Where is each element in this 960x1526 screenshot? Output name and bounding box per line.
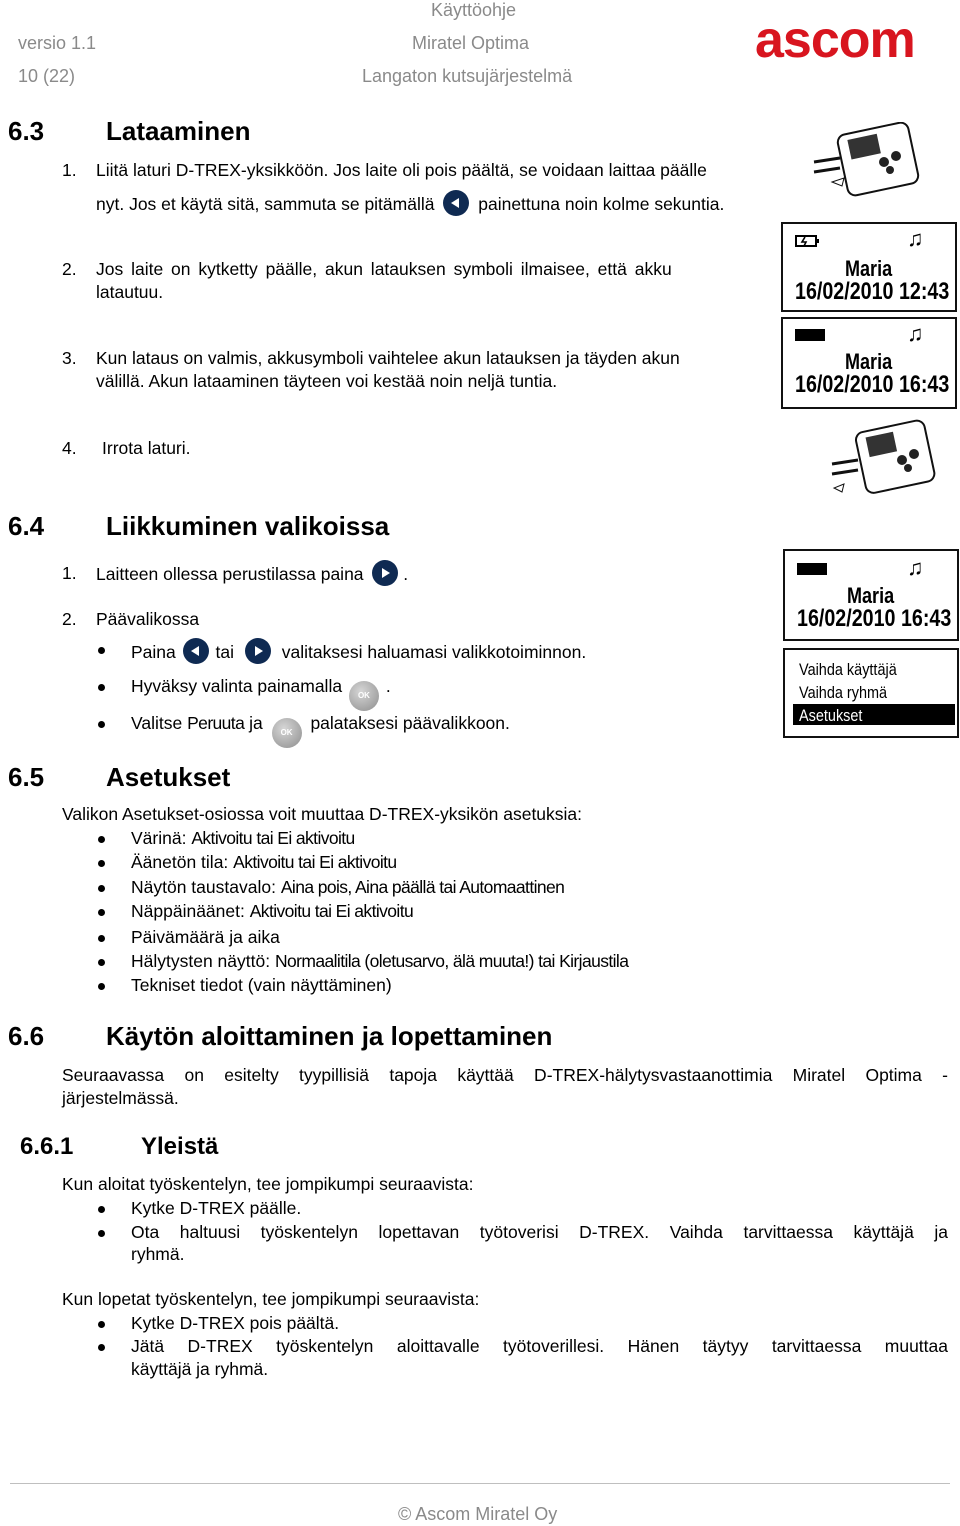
setting-label: Äänetön tila: [131, 852, 229, 872]
step-text: latautuu. [96, 282, 164, 302]
list-item [131, 974, 392, 997]
step-text [96, 560, 408, 586]
battery-full-icon [797, 563, 827, 575]
music-note-icon: ♫ [907, 555, 924, 580]
list-item [131, 675, 391, 711]
battery-charging-icon [795, 234, 827, 248]
device-screen-charged [781, 317, 957, 409]
list-item [131, 827, 355, 850]
list-item [131, 876, 564, 899]
ascom-logo: ascom [755, 11, 915, 69]
section-number: 6.6 [8, 1021, 45, 1051]
list-text: tai [215, 642, 234, 662]
section-number: 6.3 [8, 116, 45, 146]
battery-full-icon [795, 329, 825, 341]
paragraph: Seuraavassa on esitelty tyypillisiä tapoja käyttää D-TREX-hälytysvastaanottimia Miratel Optima - [62, 1065, 948, 1085]
screen-datetime: 16/02/2010 16:43 [795, 371, 950, 398]
step-text: nyt. Jos et käytä sitä, sammuta se pitämällä [96, 194, 435, 214]
doc-type: Käyttöohje [431, 0, 517, 20]
list-item [131, 900, 413, 923]
setting-label: Näppäinäänet: [131, 901, 245, 921]
music-note-icon: ♫ [907, 226, 924, 251]
step-number: 2. [62, 609, 77, 629]
list-item-continued: käyttäjä ja ryhmä. [131, 1359, 269, 1379]
list-text: Paina [131, 642, 176, 662]
version: versio 1.1 [18, 33, 97, 53]
step-number: 1. [62, 563, 77, 583]
section-number: 6.4 [8, 511, 45, 541]
screen-datetime: 16/02/2010 12:43 [795, 278, 950, 305]
step-text: Kun lataus on valmis, akkusymboli vaihtelee akun latauksen ja täyden akun [96, 348, 680, 368]
list-item-continued: ryhmä. [131, 1244, 185, 1264]
ok-button-icon: OK [272, 718, 302, 748]
list-text: ja [249, 713, 263, 733]
screen-datetime: 16/02/2010 16:43 [797, 605, 952, 632]
menu-item-change-group: Vaihda ryhmä [799, 683, 888, 702]
setting-value: Normaalitila (oletusarvo, älä muuta!) tai Kirjaustila [274, 951, 629, 971]
screen-user-name: Maria [845, 349, 893, 374]
section-title: Asetukset [106, 762, 231, 792]
step-text: välillä. Akun lataaminen täyteen voi kestää noin neljä tuntia. [96, 371, 558, 391]
device-screen-standby [783, 549, 959, 641]
menu-item-settings: Asetukset [799, 706, 863, 725]
step-number: 4. [62, 438, 77, 458]
list-text: valitaksesi haluamasi valikkotoiminnon. [281, 642, 587, 662]
setting-label: Hälytysten näyttö: [131, 951, 271, 971]
unplug-device-illustration [828, 418, 938, 502]
setting-label: Värinä: [131, 828, 187, 848]
subsection-number: 6.6.1 [20, 1133, 74, 1160]
music-note-icon: ♫ [907, 321, 924, 346]
step-text: Päävalikossa [96, 609, 200, 629]
step-text: Irrota laturi. [102, 438, 191, 458]
footer-copyright: © Ascom Miratel Oy [398, 1504, 558, 1524]
list-text: Hyväksy valinta painamalla [131, 676, 343, 696]
list-item [131, 638, 586, 664]
ok-button-icon: OK [349, 681, 379, 711]
step-text: painettuna noin kolme sekuntia. [478, 194, 725, 214]
list-item [131, 926, 280, 949]
list-item [131, 950, 628, 973]
left-arrow-button-icon [183, 638, 209, 664]
step-text: Laitteen ollessa perustilassa paina [96, 564, 364, 584]
setting-value: Aktivoitu tai Ei aktivoitu [249, 901, 414, 921]
left-arrow-button-icon [443, 190, 469, 216]
list-item: Kytke D-TREX päälle. [131, 1198, 302, 1218]
device-screen-charging [781, 222, 957, 312]
setting-label: Päivämäärä ja aika [131, 927, 280, 947]
list-text: . [385, 676, 391, 696]
device-screen-main-menu [783, 648, 959, 738]
section-title: Käytön aloittaminen ja lopettaminen [106, 1021, 553, 1051]
step-number: 2. [62, 259, 77, 279]
product-subtitle: Langaton kutsujärjestelmä [362, 66, 573, 86]
step-number: 3. [62, 348, 77, 368]
setting-value: Aktivoitu tai Ei aktivoitu [233, 852, 397, 872]
right-arrow-button-icon [245, 638, 271, 664]
list-item: Ota haltuusi työskentelyn lopettavan työtoverisi D-TREX. Vaihda tarvittaessa käyttäjä ja [131, 1222, 948, 1242]
right-arrow-button-icon [372, 560, 398, 586]
setting-label: Näytön taustavalo: [131, 877, 276, 897]
list-text: Valitse [131, 713, 183, 733]
step-text: Liitä laturi D-TREX-yksikköön. Jos laite oli pois päältä, se voidaan laittaa päälle [96, 160, 707, 180]
screen-user-name: Maria [847, 583, 895, 608]
step-number: 1. [62, 160, 77, 180]
footer-divider [10, 1483, 950, 1484]
list-item [131, 851, 397, 874]
page-number: 10 (22) [18, 66, 76, 86]
list-item: Jätä D-TREX työskentelyn aloittavalle työtoverillesi. Hänen täytyy tarvittaessa muuttaa [131, 1336, 948, 1356]
setting-value: Aina pois, Aina päällä tai Automaattinen [280, 877, 565, 897]
subsection-title: Yleistä [141, 1133, 219, 1160]
setting-value: Aktivoitu tai Ei aktivoitu [191, 828, 355, 848]
screen-user-name: Maria [845, 256, 893, 281]
paragraph: Kun aloitat työskentelyn, tee jompikumpi seuraavista: [62, 1174, 474, 1194]
product-name: Miratel Optima [412, 33, 530, 53]
setting-label: Tekniset tiedot (vain näyttäminen) [131, 975, 392, 995]
paragraph: Valikon Asetukset-osiossa voit muuttaa D-TREX-yksikön asetuksia: [62, 804, 583, 824]
list-item [131, 712, 510, 748]
list-text: Peruuta [187, 713, 245, 733]
paragraph: järjestelmässä. [62, 1088, 179, 1108]
list-item: Kytke D-TREX pois päältä. [131, 1313, 340, 1333]
menu-item-change-user: Vaihda käyttäjä [799, 660, 897, 679]
step-text: Jos laite on kytketty päälle, akun latauksen symboli ilmaisee, että akku [96, 259, 672, 279]
step-text: . [403, 564, 409, 584]
list-text: palataksesi päävalikkoon. [310, 713, 510, 733]
step-text-continued [96, 190, 724, 216]
section-title: Liikkuminen valikoissa [106, 511, 390, 541]
section-number: 6.5 [8, 762, 45, 792]
section-title: Lataaminen [106, 116, 251, 146]
charger-device-illustration [812, 122, 922, 204]
paragraph: Kun lopetat työskentelyn, tee jompikumpi seuraavista: [62, 1289, 480, 1309]
